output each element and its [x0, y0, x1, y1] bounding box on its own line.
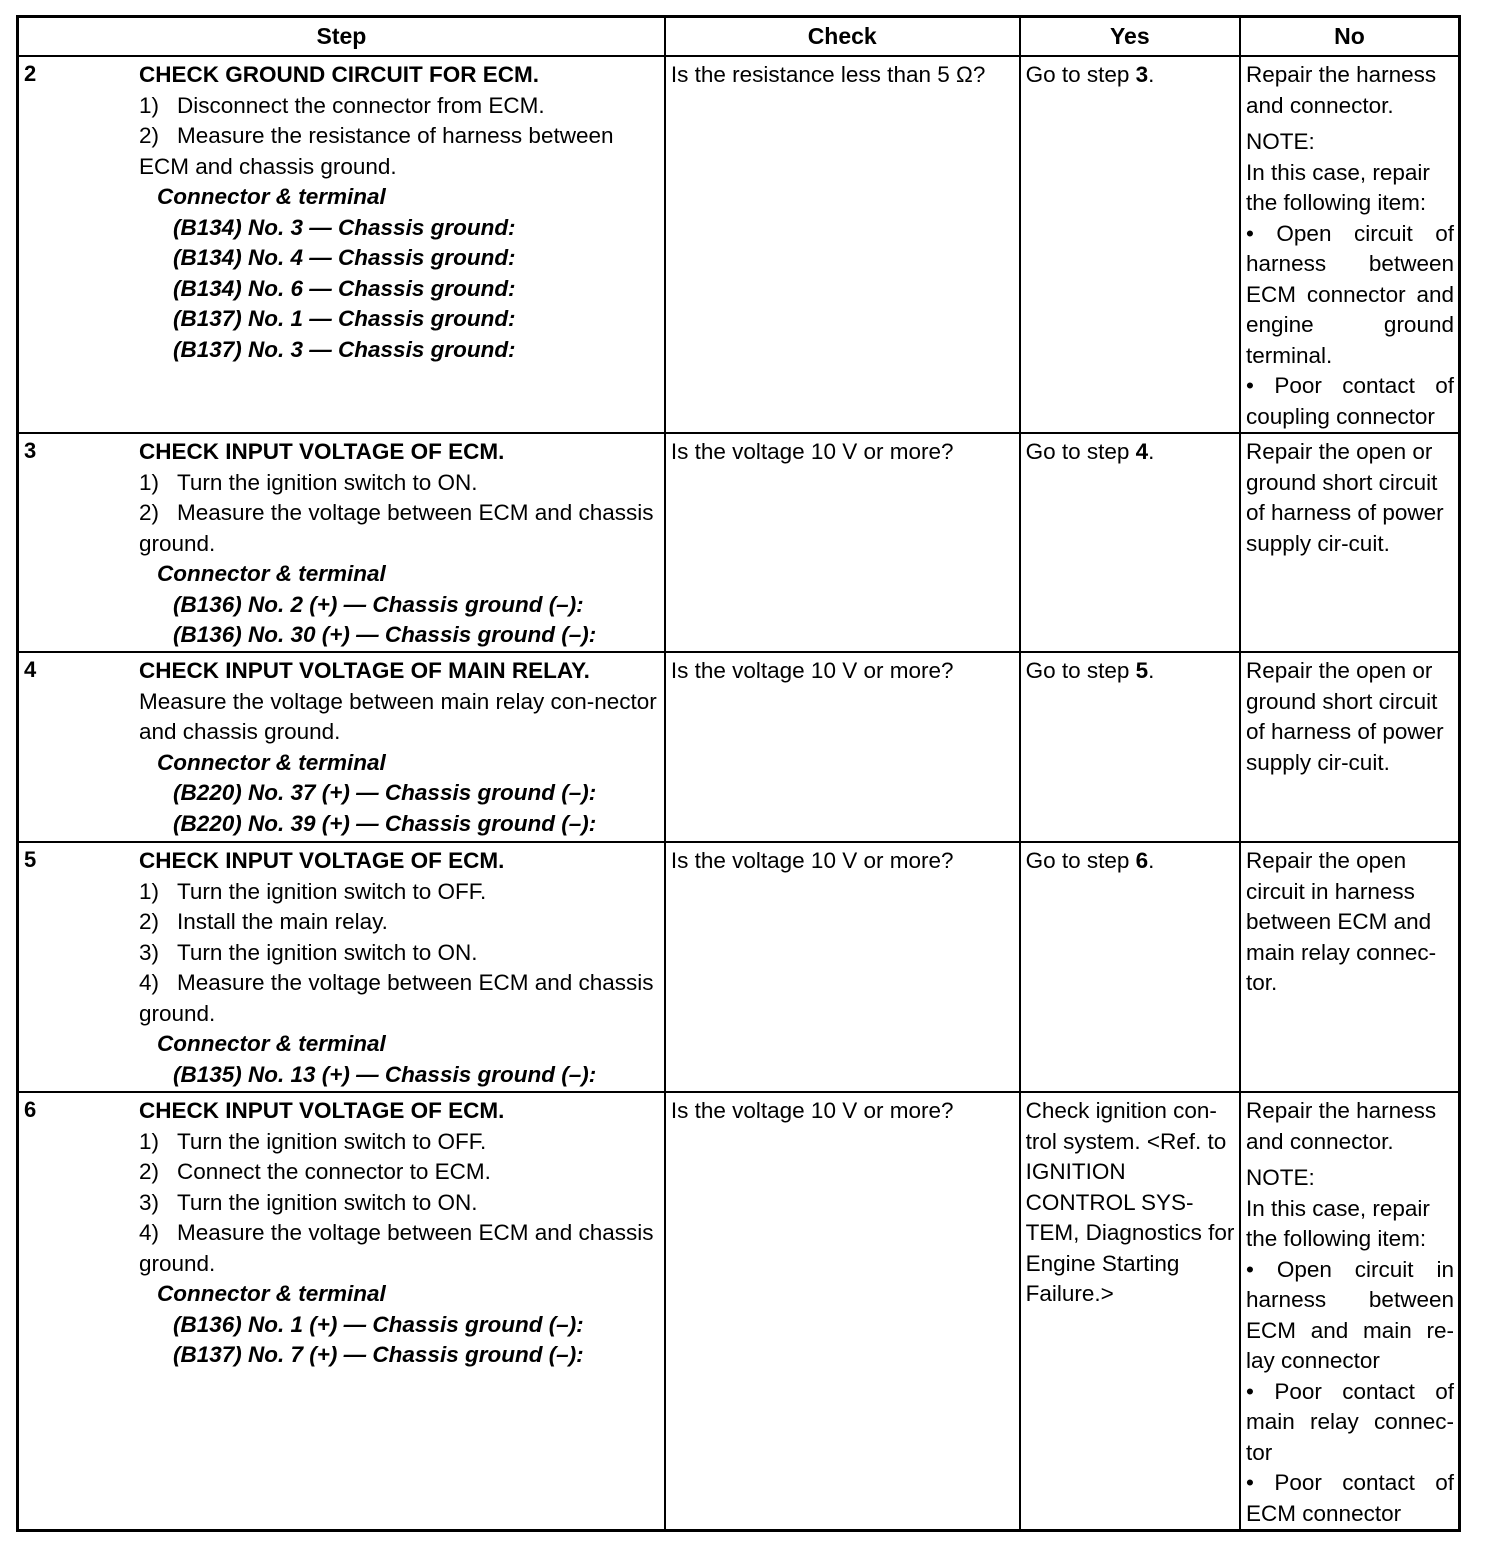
no-cell	[1240, 1092, 1459, 1531]
instruction: 2) Measure the voltage between ECM and chassis ground.	[139, 500, 654, 556]
no-cell	[1240, 433, 1459, 652]
note-bullet: • Poor contact of main relay connec-tor	[1246, 1378, 1454, 1465]
instruction: 2) Connect the connector to ECM.	[139, 1159, 491, 1184]
header-yes: Yes	[1020, 17, 1240, 57]
yes-text: Check ignition con-trol system. <Ref. to IGNITION CONTROL SYS-TEM, Diagnostics for Engine Starting Failure.>	[1025, 1098, 1235, 1306]
check-cell: Is the resistance less than 5 Ω?	[665, 56, 1020, 433]
yes-step-ref: 6	[1135, 848, 1149, 873]
table-row-step-3	[18, 433, 1460, 652]
no-cell	[1240, 842, 1459, 1092]
terminal-spec: (B135) No. 13 (+) — Chassis ground (–):	[173, 1061, 597, 1087]
terminal-spec: (B137) No. 1 — Chassis ground:	[173, 306, 516, 331]
note-label: NOTE:	[1246, 1165, 1315, 1190]
instruction: 1) Turn the ignition switch to OFF.	[139, 1128, 487, 1154]
instruction: 3) Turn the ignition switch to ON.	[139, 939, 478, 965]
terminal-spec: (B137) No. 7 (+) — Chassis ground (–):	[173, 1342, 584, 1367]
connector-label: Connector & terminal	[157, 184, 386, 209]
step-number: 5	[24, 847, 37, 872]
note-text: In this case, repair the following item:	[1246, 1195, 1430, 1251]
no-intro: Repair the harness and connector.	[1246, 1098, 1437, 1154]
instruction: 2) Measure the resistance of harness between ECM and chassis ground.	[139, 123, 614, 179]
step-cell	[18, 433, 665, 652]
connector-label: Connector & terminal	[157, 1281, 386, 1306]
instruction: 1) Turn the ignition switch to ON.	[139, 469, 478, 495]
step-title: CHECK GROUND CIRCUIT FOR ECM.	[139, 62, 539, 87]
header-step: Step	[18, 17, 665, 57]
instruction: 1) Disconnect the connector from ECM.	[139, 92, 545, 118]
terminal-spec: (B134) No. 4 — Chassis ground:	[173, 245, 516, 270]
instruction: Measure the voltage between main relay con-nector and chassis ground.	[139, 688, 657, 744]
table-row-step-5	[18, 842, 1460, 1092]
step-number: 3	[24, 438, 37, 463]
yes-cell: Go to step 6.	[1020, 842, 1240, 1092]
terminal-spec: (B220) No. 37 (+) — Chassis ground (–):	[173, 780, 597, 805]
step-title: CHECK INPUT VOLTAGE OF ECM.	[139, 1098, 505, 1123]
instruction: 2) Install the main relay.	[139, 909, 388, 934]
table-row-step-6	[18, 1092, 1460, 1531]
no-text: Repair the open or ground short circuit of harness of power supply cir-cuit.	[1246, 439, 1444, 556]
instruction: 4) Measure the voltage between ECM and chassis ground.	[139, 1220, 654, 1276]
yes-cell: Go to step 5.	[1020, 652, 1240, 842]
no-cell	[1240, 56, 1459, 433]
terminal-spec: (B134) No. 3 — Chassis ground:	[173, 214, 516, 240]
no-text: Repair the open circuit in harness between ECM and main relay connec-tor.	[1246, 848, 1437, 995]
table-row-step-2	[18, 56, 1460, 433]
instruction: 1) Turn the ignition switch to OFF.	[139, 878, 487, 904]
terminal-spec: (B136) No. 1 (+) — Chassis ground (–):	[173, 1311, 584, 1337]
yes-cell	[1020, 1092, 1240, 1531]
yes-step-ref: 3	[1135, 62, 1149, 87]
connector-label: Connector & terminal	[157, 1031, 386, 1056]
step-title: CHECK INPUT VOLTAGE OF ECM.	[139, 439, 505, 464]
step-number: 4	[24, 657, 37, 682]
step-cell	[18, 842, 665, 1092]
check-cell: Is the voltage 10 V or more?	[665, 652, 1020, 842]
no-cell	[1240, 652, 1459, 842]
terminal-spec: (B136) No. 2 (+) — Chassis ground (–):	[173, 591, 584, 617]
step-cell	[18, 652, 665, 842]
yes-step-ref: 5	[1135, 658, 1149, 683]
terminal-spec: (B136) No. 30 (+) — Chassis ground (–):	[173, 622, 597, 647]
no-text: Repair the open or ground short circuit of harness of power supply cir-cuit.	[1246, 658, 1444, 775]
instruction: 4) Measure the voltage between ECM and chassis ground.	[139, 970, 654, 1026]
check-cell: Is the voltage 10 V or more?	[665, 433, 1020, 652]
note-bullet: • Poor contact of coupling connector	[1246, 373, 1454, 429]
step-number: 6	[24, 1097, 37, 1122]
note-bullet: • Open circuit of harness between ECM connector and engine ground terminal.	[1246, 220, 1454, 368]
note-text: In this case, repair the following item:	[1246, 159, 1430, 215]
terminal-spec: (B134) No. 6 — Chassis ground:	[173, 275, 516, 301]
check-cell: Is the voltage 10 V or more?	[665, 842, 1020, 1092]
step-title: CHECK INPUT VOLTAGE OF MAIN RELAY.	[139, 658, 590, 683]
note-label: NOTE:	[1246, 129, 1315, 154]
yes-cell: Go to step 4.	[1020, 433, 1240, 652]
connector-label: Connector & terminal	[157, 749, 386, 775]
no-intro: Repair the harness and connector.	[1246, 62, 1437, 118]
step-number: 2	[24, 61, 37, 86]
header-row	[18, 17, 1460, 57]
step-cell	[18, 56, 665, 433]
step-title: CHECK INPUT VOLTAGE OF ECM.	[139, 848, 505, 873]
note-bullet: • Open circuit in harness between ECM and main re-lay connector	[1246, 1256, 1454, 1373]
header-check: Check	[665, 17, 1020, 57]
note-bullet: • Poor contact of ECM connector	[1246, 1470, 1454, 1526]
yes-step-ref: 4	[1135, 439, 1149, 464]
yes-cell: Go to step 3.	[1020, 56, 1240, 433]
table-row-step-4	[18, 652, 1460, 842]
diagnostic-table	[16, 15, 1461, 1532]
terminal-spec: (B137) No. 3 — Chassis ground:	[173, 336, 516, 362]
check-cell: Is the voltage 10 V or more?	[665, 1092, 1020, 1531]
instruction: 3) Turn the ignition switch to ON.	[139, 1189, 478, 1215]
connector-label: Connector & terminal	[157, 561, 386, 586]
header-no: No	[1240, 17, 1459, 57]
terminal-spec: (B220) No. 39 (+) — Chassis ground (–):	[173, 810, 597, 836]
step-cell	[18, 1092, 665, 1531]
